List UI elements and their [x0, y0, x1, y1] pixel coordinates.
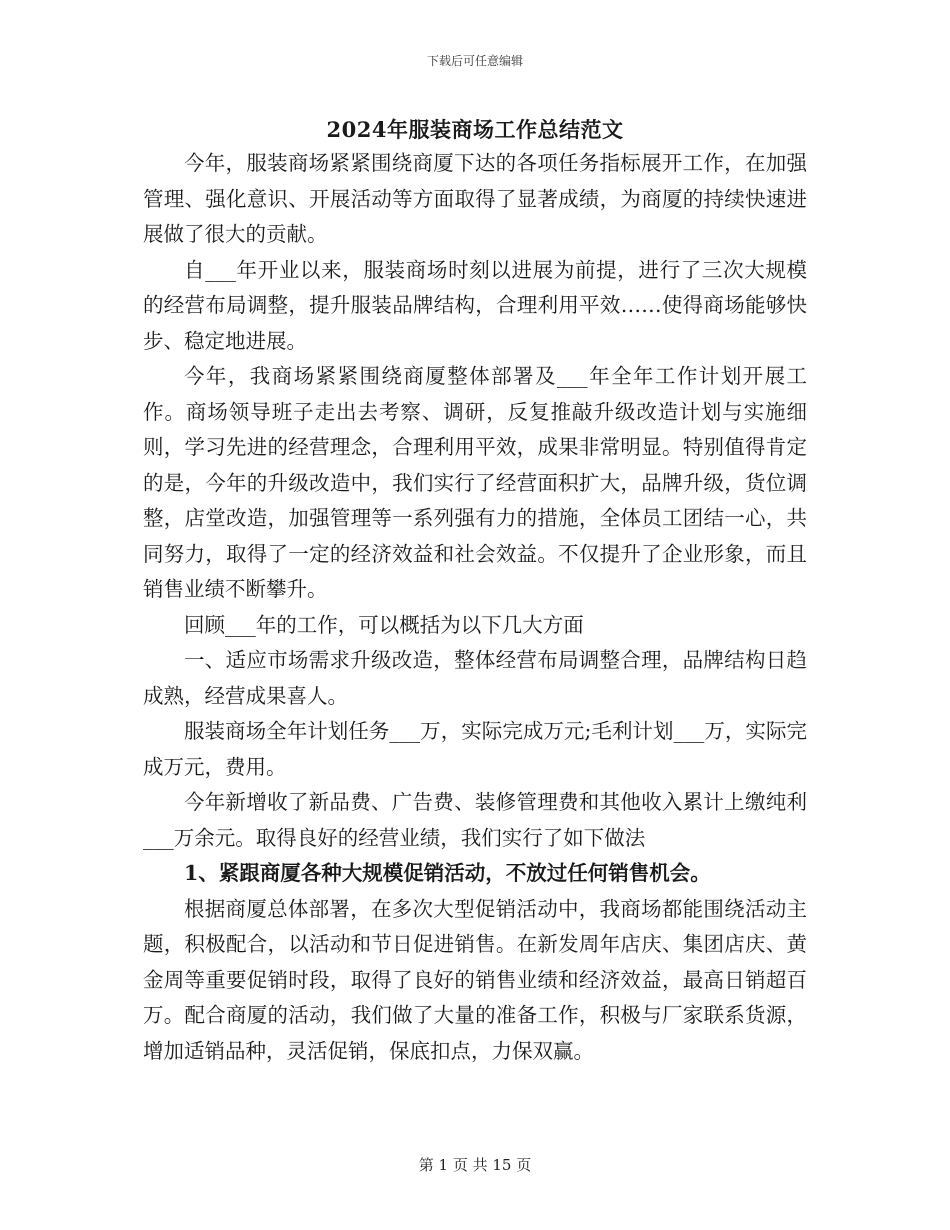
paragraph-review: 回顾___年的工作，可以概括为以下几大方面 — [184, 612, 584, 637]
paragraph-section-one: 一、适应市场需求升级改造，整体经营布局调整合理，品牌结构日趋成熟，经营成果喜人。 — [143, 648, 807, 708]
document-title: 2024年服装商场工作总结范文 — [326, 117, 624, 142]
page-header: 下载后可任意编辑 — [426, 54, 523, 68]
paragraph-new-revenue: 今年新增收了新品费、广告费、装修管理费和其他收入累计上缴纯利___万余元。取得良好的经营业绩，我们实行了如下做法 — [143, 790, 807, 850]
paragraph-since-opening: 自___年开业以来，服装商场时刻以进展为前提，进行了三次大规模的经营布局调整，提升服装品牌结构，合理利用平效……使得商场能够快步、稳定地进展。 — [143, 257, 807, 353]
document-body — [143, 146, 807, 1069]
paragraph-this-year: 今年，我商场紧紧围绕商厦整体部署及___年全年工作计划开展工作。商场领导班子走出去考察、调研，反复推敲升级改造计划与实施细则，学习先进的经营理念，合理利用平效，成果非常明显。特别值得肯定的是，今年的升级改造中，我们实行了经营面积扩大，品牌升级，货位调整，店堂改造，加强管理等一系列强有力的措施，全体员工团结一心，共同努力，取得了一定的经济效益和社会效益。不仅提升了企业形象，而且销售业绩不断攀升。 — [143, 364, 807, 601]
subheading-promotions: 1、紧跟商厦各种大规模促销活动，不放过任何销售机会。 — [184, 861, 711, 885]
paragraph-promotions: 根据商厦总体部署，在多次大型促销活动中，我商场都能围绕活动主题，积极配合，以活动和节日促进销售。在新发周年店庆、集团店庆、黄金周等重要促销时段，取得了良好的销售业绩和经济效益，最高日销超百万。配合商厦的活动，我们做了大量的准备工作，积极与厂家联系货源，增加适销品种，灵活促销，保底扣点，力保双赢。 — [143, 896, 807, 1063]
paragraph-plan-targets: 服装商场全年计划任务___万，实际完成万元;毛利计划___万，实际完成万元，费用。 — [143, 719, 807, 779]
page-number: 第 1 页 共 15 页 — [418, 1156, 532, 1174]
paragraph-intro: 今年，服装商场紧紧围绕商厦下达的各项任务指标展开工作，在加强管理、强化意识、开展活动等方面取得了显著成绩，为商厦的持续快速进展做了很大的贡献。 — [143, 151, 807, 246]
